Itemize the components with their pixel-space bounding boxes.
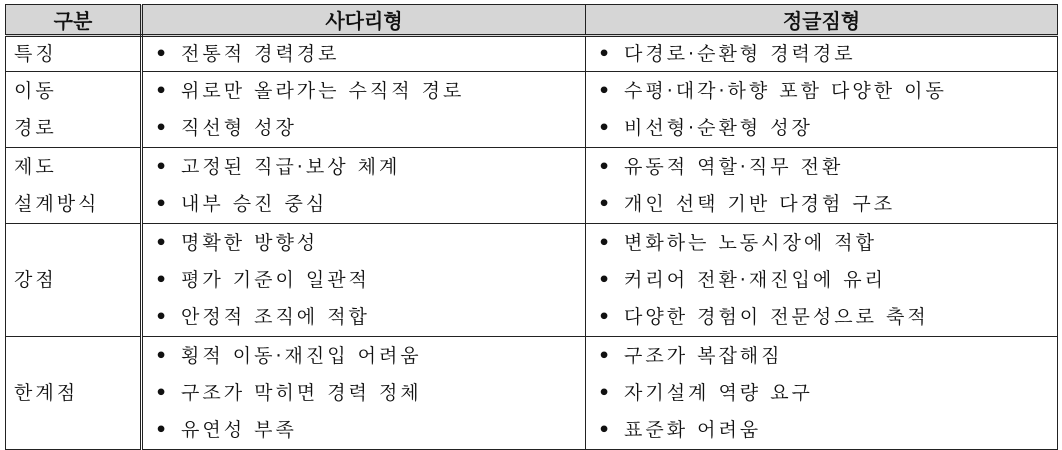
- list-item: [143, 74, 585, 108]
- item-text: 구조가 복잡해짐: [624, 344, 783, 367]
- item-text: 안정적 조직에 적합: [181, 306, 370, 329]
- item-text: 자기설계 역량 요구: [624, 381, 813, 404]
- category-label: 이동: [14, 79, 57, 102]
- bullet-icon: •: [598, 306, 614, 329]
- item-text: 다양한 경험이 전문성으로 축적: [624, 306, 929, 329]
- bullet-icon: •: [155, 268, 171, 291]
- ladder-cell: [142, 337, 586, 450]
- bullet-icon: •: [598, 43, 614, 65]
- list-item: [586, 111, 1057, 145]
- list-item: [143, 226, 585, 260]
- item-text: 고정된 직급·보상 체계: [181, 155, 401, 178]
- item-text: 유동적 역할·직무 전환: [624, 155, 844, 178]
- list-item: [143, 300, 585, 334]
- jungle-cell: [586, 72, 1058, 148]
- header-jungle-gym-type: 정글짐형: [586, 5, 1058, 36]
- item-text: 전통적 경력경로: [181, 43, 340, 65]
- item-text: 명확한 방향성: [181, 231, 319, 254]
- list-item: [586, 74, 1057, 108]
- ladder-cell: [142, 224, 586, 337]
- list-item: [586, 376, 1057, 410]
- list-item: [143, 339, 585, 373]
- list-item: [586, 263, 1057, 297]
- bullet-icon: •: [598, 268, 614, 291]
- ladder-cell: [142, 36, 586, 72]
- bullet-icon: •: [598, 231, 614, 254]
- category-cell: [6, 36, 142, 72]
- bullet-icon: •: [598, 155, 614, 178]
- table-row: [6, 148, 1058, 224]
- list-item: [143, 37, 585, 71]
- bullet-icon: •: [155, 231, 171, 254]
- bullet-icon: •: [598, 381, 614, 404]
- list-item: [143, 376, 585, 410]
- category-label: 경로: [14, 117, 57, 140]
- table-row: [6, 224, 1058, 337]
- item-text: 변화하는 노동시장에 적합: [624, 231, 877, 254]
- list-item: [143, 150, 585, 184]
- bullet-icon: •: [155, 344, 171, 367]
- item-text: 횡적 이동·재진입 어려움: [181, 344, 422, 367]
- bullet-icon: •: [598, 193, 614, 216]
- list-item: [586, 37, 1057, 71]
- item-text: 평가 기준이 일관적: [181, 268, 370, 291]
- category-label: 특징: [14, 43, 57, 65]
- item-text: 개인 선택 기반 다경험 구조: [624, 193, 896, 216]
- category-cell: [6, 72, 142, 148]
- list-item: [143, 413, 585, 447]
- item-text: 내부 승진 중심: [181, 193, 328, 216]
- list-item: [586, 150, 1057, 184]
- list-item: [586, 413, 1057, 447]
- bullet-icon: •: [598, 79, 614, 102]
- ladder-cell: [142, 148, 586, 224]
- jungle-cell: [586, 36, 1058, 72]
- item-text: 직선형 성장: [181, 117, 297, 140]
- bullet-icon: •: [155, 381, 171, 404]
- list-item: [586, 226, 1057, 260]
- list-item: [143, 111, 585, 145]
- category-label: 한계점: [14, 382, 79, 404]
- bullet-icon: •: [155, 193, 171, 216]
- table-row: [6, 36, 1058, 72]
- item-text: 유연성 부족: [181, 419, 297, 442]
- category-label: 강점: [14, 269, 57, 291]
- table-row: [6, 72, 1058, 148]
- jungle-cell: [586, 224, 1058, 337]
- list-item: [143, 187, 585, 221]
- list-item: [586, 339, 1057, 373]
- category-label: 설계방식: [14, 193, 100, 216]
- table-row: [6, 337, 1058, 450]
- bullet-icon: •: [598, 419, 614, 442]
- item-text: 표준화 어려움: [624, 419, 762, 442]
- header-ladder-type: 사다리형: [142, 5, 586, 36]
- list-item: [586, 300, 1057, 334]
- item-text: 위로만 올라가는 수직적 경로: [181, 79, 465, 102]
- bullet-icon: •: [155, 306, 171, 329]
- bullet-icon: •: [155, 155, 171, 178]
- bullet-icon: •: [155, 117, 171, 140]
- category-cell: [6, 337, 142, 450]
- bullet-icon: •: [598, 344, 614, 367]
- bullet-icon: •: [598, 117, 614, 140]
- list-item: [586, 187, 1057, 221]
- list-item: [143, 263, 585, 297]
- item-text: 비선형·순환형 성장: [624, 117, 813, 140]
- category-label: 제도: [14, 155, 57, 178]
- jungle-cell: [586, 148, 1058, 224]
- bullet-icon: •: [155, 419, 171, 442]
- category-cell: [6, 224, 142, 337]
- bullet-icon: •: [155, 43, 171, 65]
- header-row: [6, 5, 1058, 36]
- bullet-icon: •: [155, 79, 171, 102]
- ladder-cell: [142, 72, 586, 148]
- item-text: 수평·대각·하향 포함 다양한 이동: [624, 79, 947, 102]
- item-text: 커리어 전환·재진입에 유리: [624, 268, 887, 291]
- header-category: 구분: [6, 5, 142, 36]
- comparison-table: [5, 4, 1058, 450]
- jungle-cell: [586, 337, 1058, 450]
- item-text: 구조가 막히면 경력 정체: [181, 381, 422, 404]
- category-cell: [6, 148, 142, 224]
- item-text: 다경로·순환형 경력경로: [624, 43, 856, 65]
